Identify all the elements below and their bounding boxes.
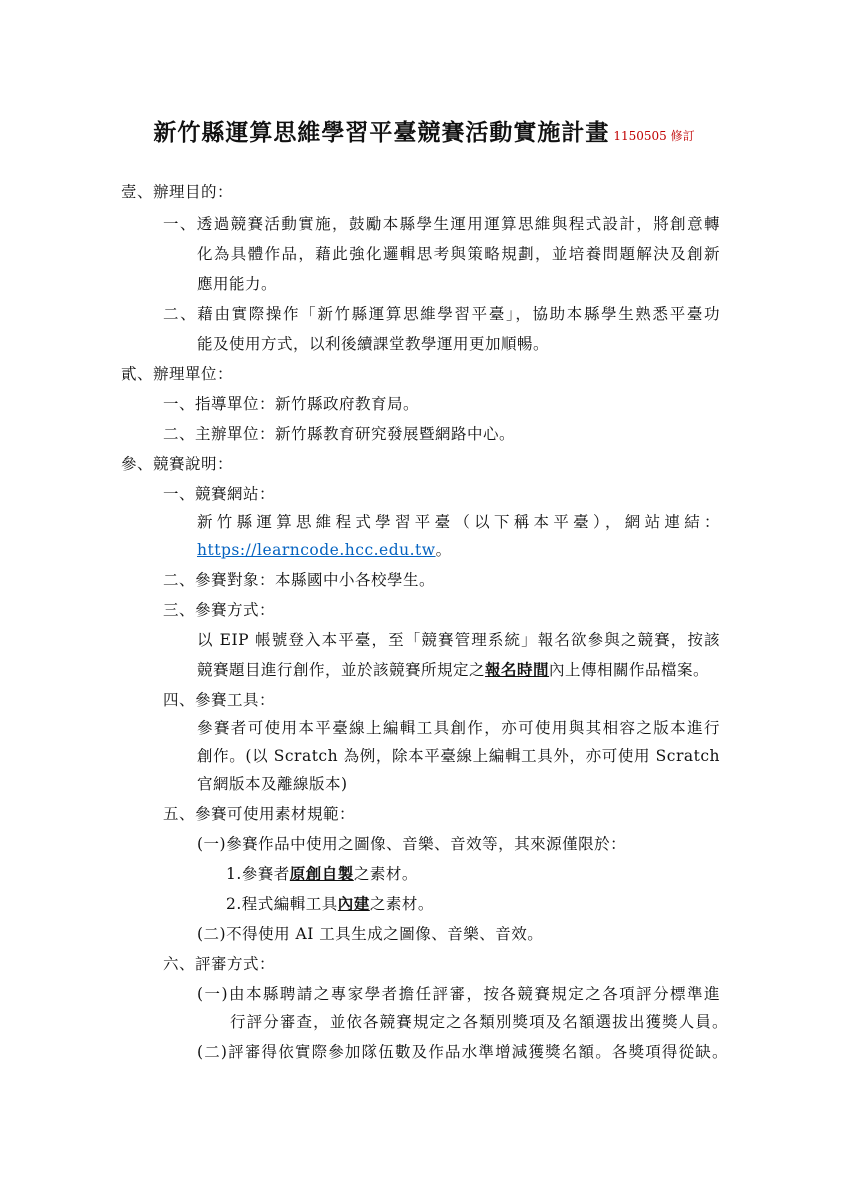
sec2-item1: 一、指導單位：新竹縣政府教育局。 [163, 395, 420, 413]
sec1-item1-line1: 一、透過競賽活動實施，鼓勵本縣學生運用運算思維與程式設計，將創意轉 [163, 215, 720, 233]
section-1-heading: 壹、辦理目的： [121, 183, 234, 201]
sec3-item3-line1: 以 EIP 帳號登入本平臺，至「競賽管理系統」報名欲參與之競賽，按該 [197, 631, 720, 649]
sec3-item6-heading: 六、評審方式： [163, 955, 276, 973]
sec2-item2: 二、主辦單位：新竹縣教育研究發展暨網路中心。 [163, 425, 516, 443]
point1-text-c: 之素材。 [353, 865, 418, 883]
link-period: 。 [435, 541, 452, 559]
point2-text-c: 之素材。 [369, 895, 434, 913]
section-2-heading: 貳、辦理單位： [121, 365, 234, 383]
sec3-item6-sub1-line2: 行評分審查，並依各競賽規定之各類別獎項及名額選拔出獲獎人員。 [230, 1013, 728, 1031]
point1-text-a: 1.參賽者 [226, 865, 290, 883]
sec3-item2: 二、參賽對象：本縣國中小各校學生。 [163, 571, 436, 589]
sec3-item5-heading: 五、參賽可使用素材規範： [163, 805, 356, 823]
original-emphasis: 原創自製 [289, 864, 354, 883]
sec3-item3-line2 [197, 660, 709, 680]
document-title [0, 114, 848, 147]
sec1-item1-line2: 化為具體作品，藉此強化邏輯思考與策略規劃，並培養問題解決及創新 [197, 245, 720, 263]
title-text: 新竹縣運算思維學習平臺競賽活動實施計畫 [153, 119, 610, 146]
sec3-item3-heading: 三、參賽方式： [163, 601, 276, 619]
sec1-item1-line3: 應用能力。 [197, 275, 278, 293]
sec3-item4-heading: 四、參賽工具： [163, 691, 276, 709]
sec1-item2-line1: 二、藉由實際操作「新竹縣運算思維學習平臺」，協助本縣學生熟悉平臺功 [163, 305, 720, 323]
sec3-item6-sub2: (二)評審得依實際參加隊伍數及作品水準增減獲獎名額。各獎項得從缺。 [197, 1043, 728, 1061]
point2-text-a: 2.程式編輯工具 [226, 895, 338, 913]
sec3-item5-sub1: (一)參賽作品中使用之圖像、音樂、音效等，其來源僅限於： [197, 835, 627, 853]
built-in-emphasis: 內建 [337, 894, 370, 913]
sec3-item3-line2-text-a: 競賽題目進行創作，並於該競賽所規定之 [197, 661, 486, 679]
sec3-item5-sub2: (二)不得使用 AI 工具生成之圖像、音樂、音效。 [197, 925, 544, 943]
sec1-item2-line2: 能及使用方式，以利後續課堂教學運用更加順暢。 [197, 335, 550, 353]
sec3-item1-heading: 一、競賽網站： [163, 485, 276, 503]
registration-period-emphasis: 報名時間 [485, 660, 550, 679]
sec3-item4-line3: 官網版本及離線版本) [197, 775, 348, 793]
sec3-item4-line2: 創作。(以 Scratch 為例，除本平臺線上編輯工具外，亦可使用 Scratch [197, 747, 720, 765]
website-link[interactable]: https://learncode.hcc.edu.tw [197, 541, 436, 559]
sec3-item1-line1: 新竹縣運算思維程式學習平臺（以下稱本平臺），網站連結： [197, 513, 720, 531]
sec3-item3-line2-text-c: 內上傳相關作品檔案。 [549, 661, 710, 679]
revision-note: 1150505 修訂 [613, 129, 695, 143]
sec3-item4-line1: 參賽者可使用本平臺線上編輯工具創作，亦可使用與其相容之版本進行 [197, 719, 720, 737]
sec3-item5-sub1-point2 [226, 894, 434, 914]
sec3-item6-sub1-line1: (一)由本縣聘請之專家學者擔任評審，按各競賽規定之各項評分標準進 [197, 985, 720, 1003]
sec3-item5-sub1-point1 [226, 864, 418, 884]
sec3-item1-line2 [197, 540, 452, 560]
section-3-heading: 參、競賽說明： [121, 455, 234, 473]
